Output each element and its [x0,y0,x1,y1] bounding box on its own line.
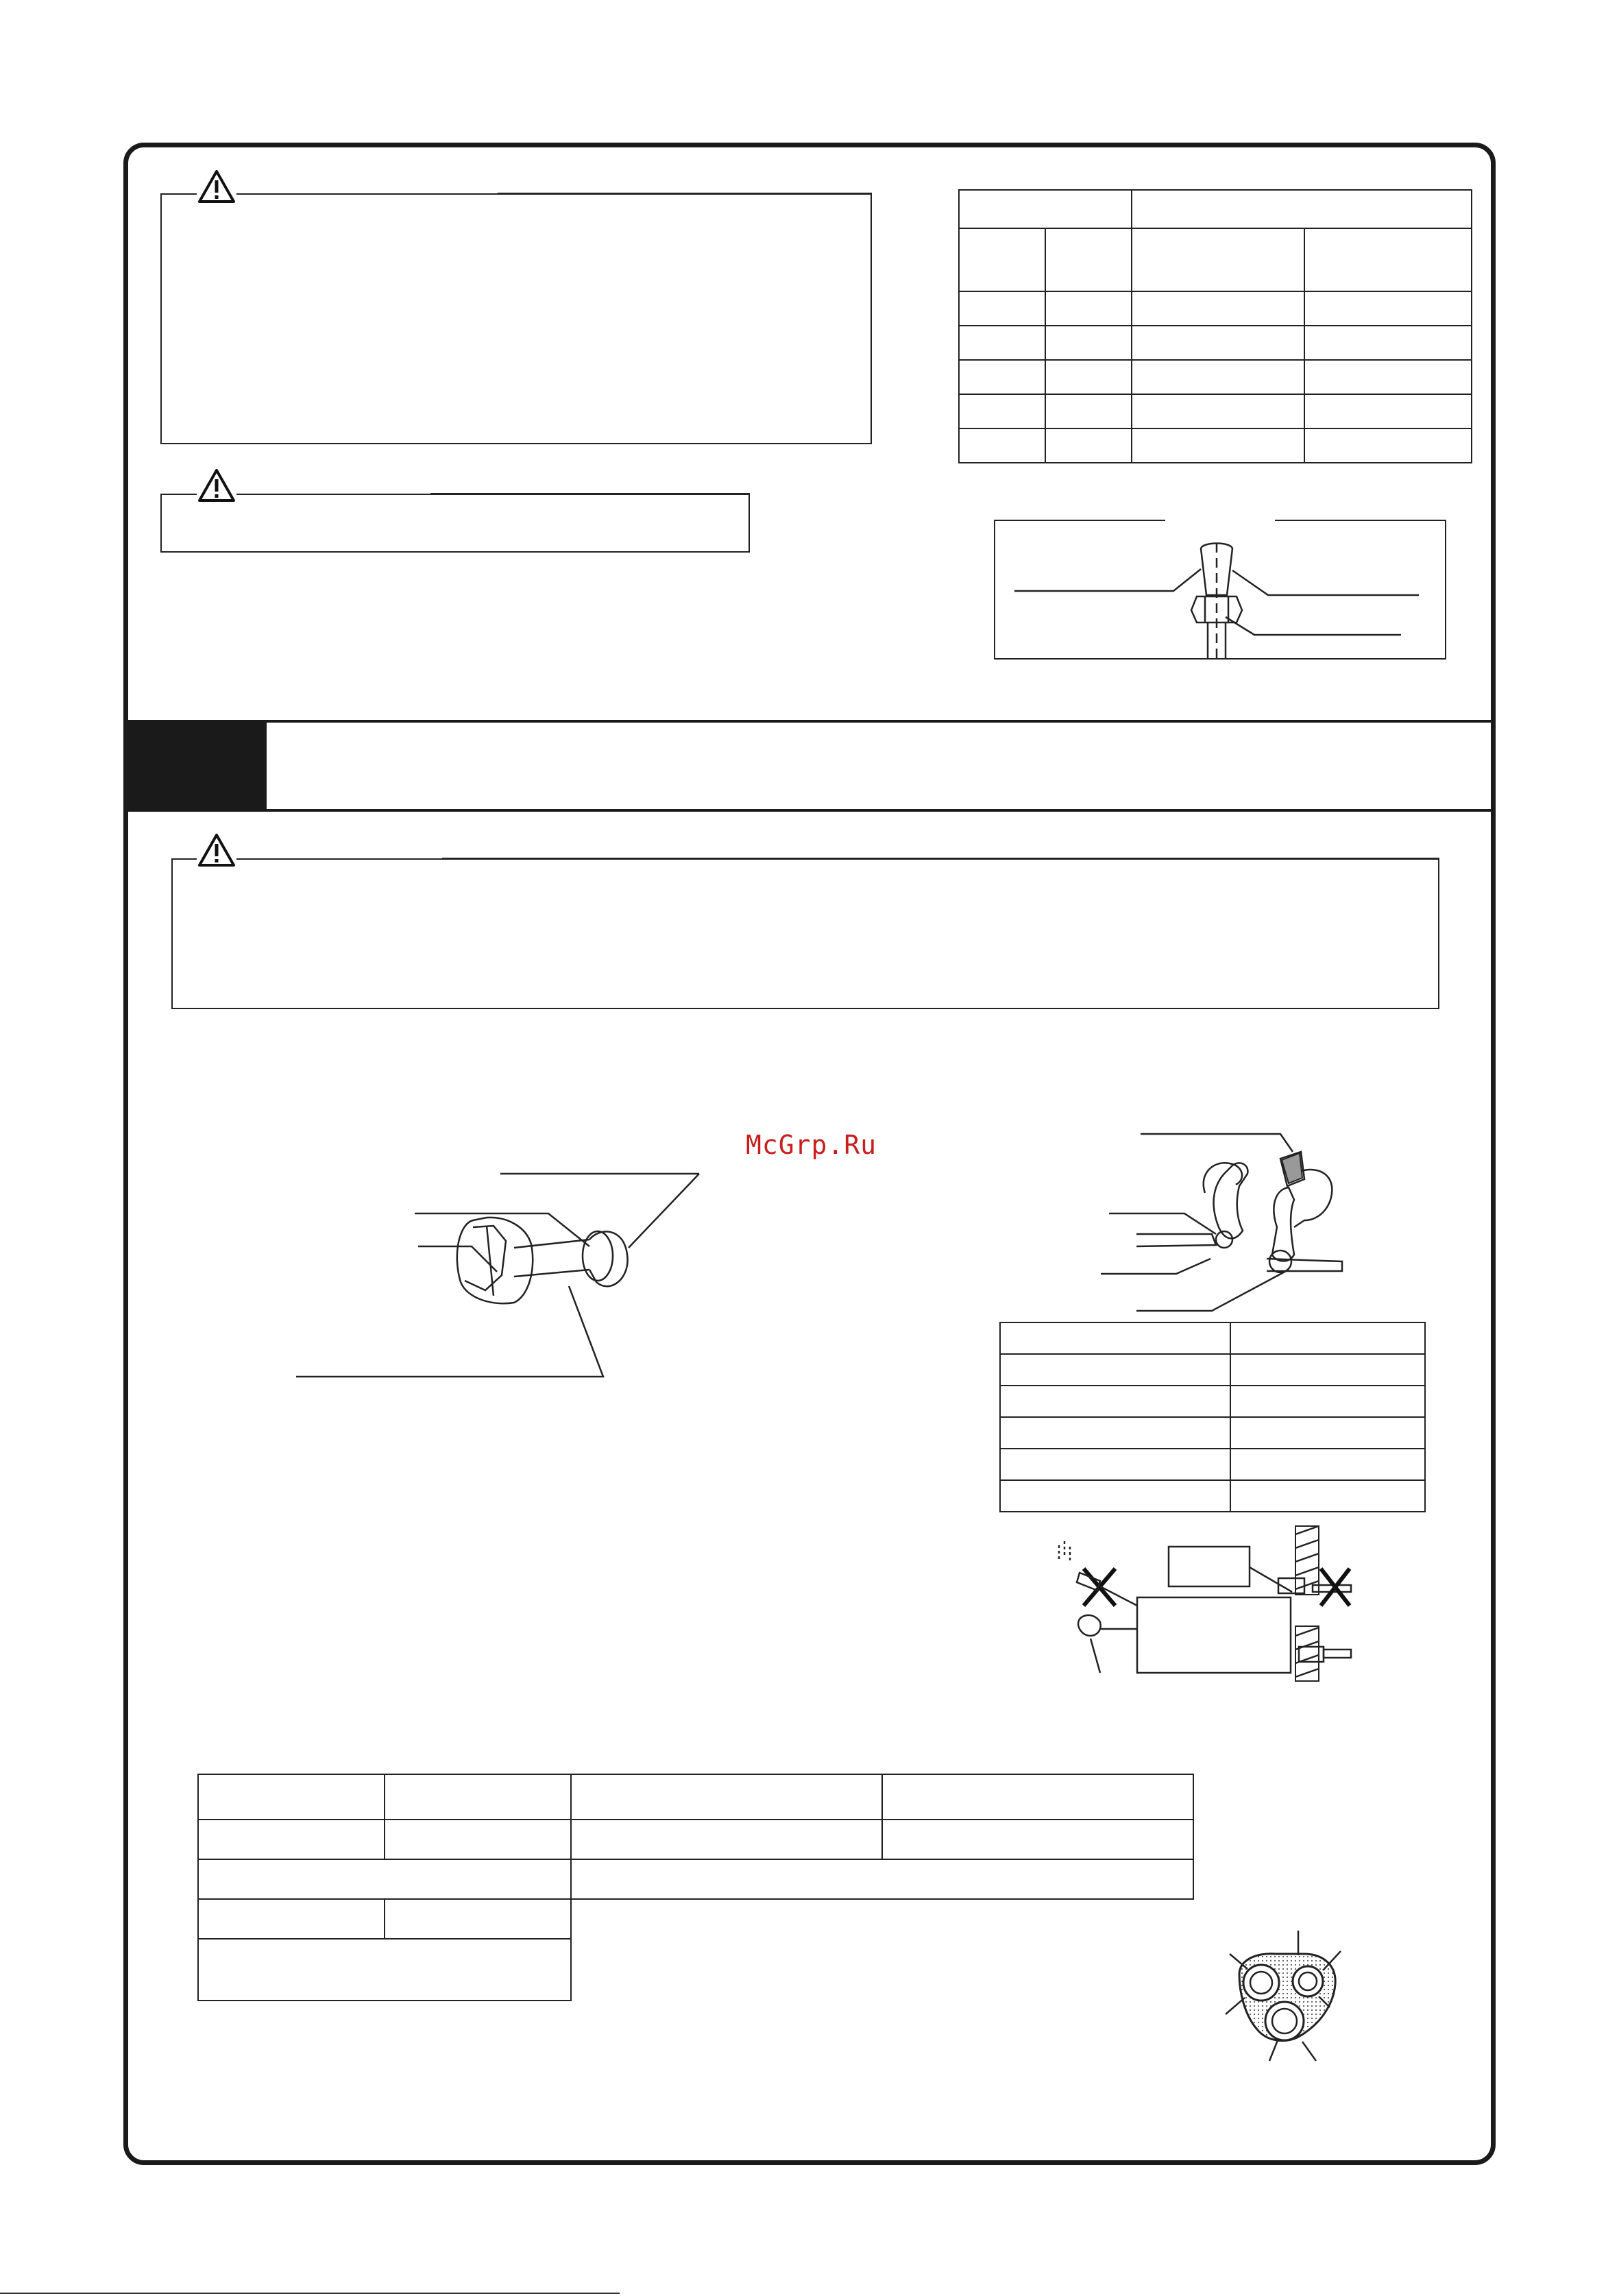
warning-heading-rule-2 [442,858,1439,860]
table-row [1000,1449,1425,1480]
pipe-connection-illustration [1052,1526,1374,1684]
table-row [1000,1417,1425,1449]
table-row [959,394,1472,428]
table-row [198,1774,1193,1820]
table-row [198,1899,1193,1939]
table-row [198,1859,1193,1899]
warning-triangle-icon [197,832,236,868]
table-cell [1132,190,1472,228]
table-cell [959,190,1132,228]
watermark-text: McGrp.Ru [746,1130,877,1160]
table-row [959,326,1472,360]
table-row [959,428,1472,463]
section-band-top-rule [125,720,1494,723]
caution-heading-rule [430,493,750,495]
table-cell [1045,228,1132,291]
table-row [198,1939,1193,2001]
footer-rule [0,2293,620,2294]
table-cell [1132,228,1304,291]
warning-triangle-icon [197,468,236,503]
pipe-spec-table [197,1774,1194,2001]
table-row [1000,1386,1425,1417]
table-row [959,360,1472,394]
table-row [198,1820,1193,1859]
table-row [959,291,1472,326]
insulated-pipe-cross-section [1220,1926,1350,2070]
section-number-tab [125,720,267,811]
warning-box-2 [171,858,1439,1009]
table-row [1000,1322,1425,1354]
torque-wrench-illustration [1095,1124,1452,1316]
table-cell [959,228,1045,291]
warning-box-1 [160,193,872,444]
section-band-bottom-rule [125,809,1494,812]
table-row [1000,1480,1425,1512]
flare-dimensions-table [958,189,1472,463]
table-cell [1304,228,1472,291]
flare-nut-illustration [288,1159,727,1385]
torque-table [999,1322,1426,1512]
flare-tool-illustration [994,507,1446,665]
warning-triangle-icon [197,169,236,204]
caution-box [160,494,750,553]
table-row [1000,1354,1425,1386]
cross-out-icon [1321,1569,1350,1606]
warning-heading-rule-1 [498,193,872,195]
